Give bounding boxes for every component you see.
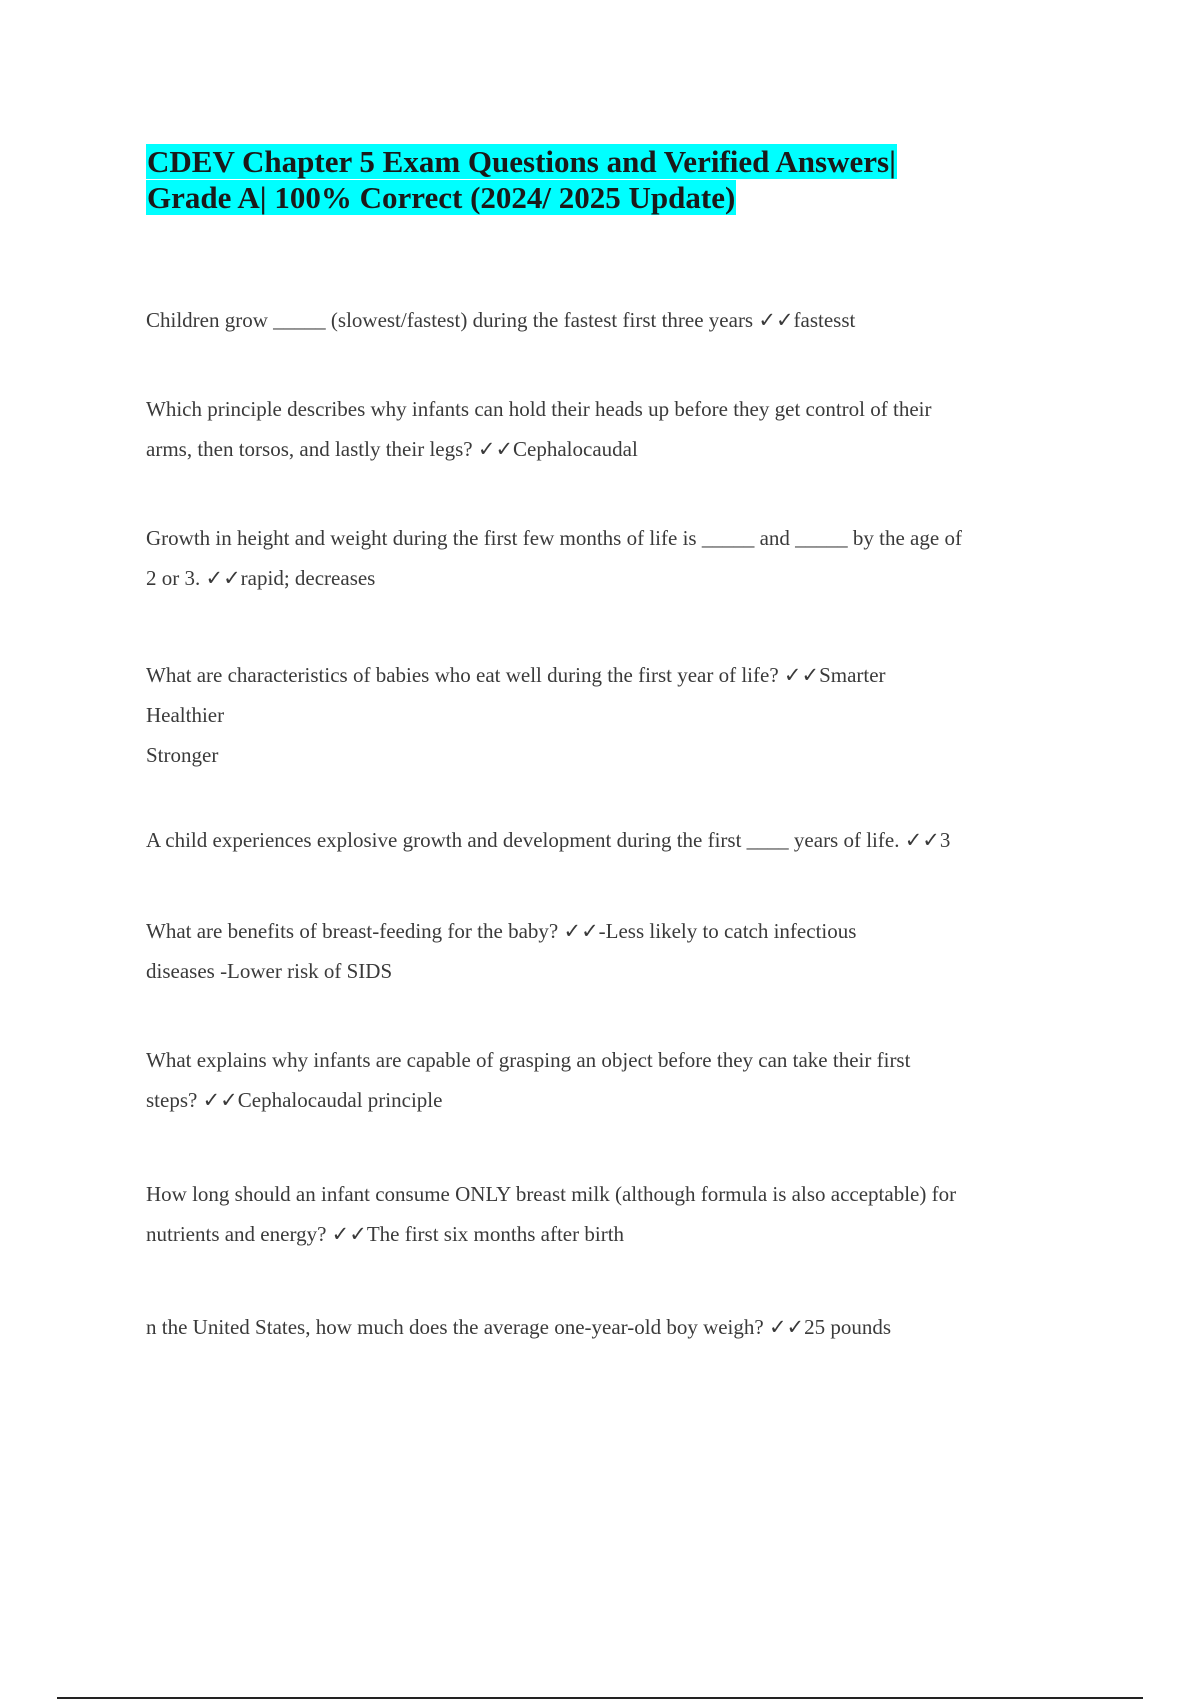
qa-item-9	[146, 1307, 1086, 1347]
footer-divider	[57, 1697, 1143, 1699]
qa-line: What are characteristics of babies who eat well during the first year of life? ✓✓Smarter	[146, 663, 886, 687]
qa-line: Healthier	[146, 703, 225, 727]
qa-line: How long should an infant consume ONLY breast milk (although formula is also acceptable) for	[146, 1182, 957, 1206]
qa-line: n the United States, how much does the average one-year-old boy weigh? ✓✓25 pounds	[146, 1315, 892, 1339]
title-line-1: CDEV Chapter 5 Exam Questions and Verified Answers|	[147, 144, 896, 179]
qa-line: What are benefits of breast-feeding for the baby? ✓✓-Less likely to catch infectious	[146, 919, 857, 943]
document-title	[146, 144, 946, 216]
qa-item-8	[146, 1174, 1086, 1254]
qa-line: diseases -Lower risk of SIDS	[146, 959, 393, 983]
qa-line: Children grow _____ (slowest/fastest) during the fastest first three years ✓✓fastesst	[146, 308, 856, 332]
qa-line: steps? ✓✓Cephalocaudal principle	[146, 1088, 443, 1112]
qa-item-5	[146, 820, 1086, 860]
qa-item-3	[146, 518, 1086, 598]
qa-line: Growth in height and weight during the first few months of life is _____ and _____ by the age of	[146, 526, 962, 550]
qa-line: Which principle describes why infants can hold their heads up before they get control of their	[146, 397, 932, 421]
title-line-2: Grade A| 100% Correct (2024/ 2025 Update)	[147, 180, 736, 215]
qa-line: 2 or 3. ✓✓rapid; decreases	[146, 566, 376, 590]
qa-item-2	[146, 389, 1086, 469]
qa-line: What explains why infants are capable of grasping an object before they can take their first	[146, 1048, 911, 1072]
qa-item-4	[146, 655, 1086, 775]
qa-line: nutrients and energy? ✓✓The first six months after birth	[146, 1222, 625, 1246]
qa-line: Stronger	[146, 743, 219, 767]
qa-item-6	[146, 911, 1086, 991]
qa-item-1	[146, 300, 1086, 340]
qa-line: arms, then torsos, and lastly their legs? ✓✓Cephalocaudal	[146, 437, 638, 461]
qa-item-7	[146, 1040, 1086, 1120]
qa-line: A child experiences explosive growth and development during the first ____ years of life. ✓✓3	[146, 828, 951, 852]
